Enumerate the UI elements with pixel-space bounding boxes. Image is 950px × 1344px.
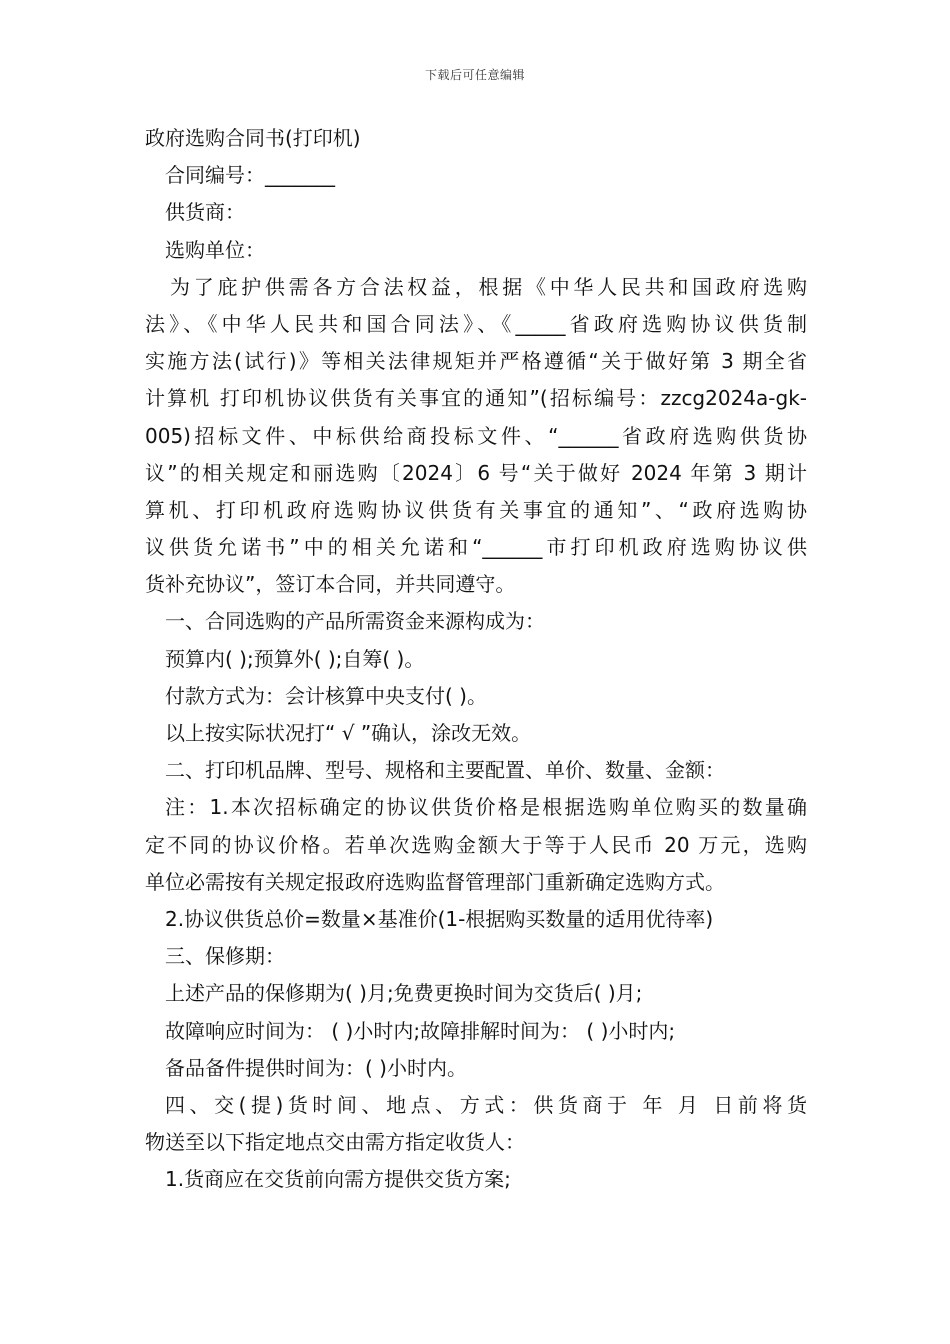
section4-line: 四、交(提)货时间、地点、方式：供货商于 年 月 日前将货 xyxy=(165,1092,807,1117)
intro-paragraph-line: 算机、打印机政府选购协议供货有关事宜的通知”、“政府选购协 xyxy=(145,497,807,522)
intro-paragraph-line: 计算机 打印机协议供货有关事宜的通知”(招标编号：zzcg2024a-gk- xyxy=(145,386,807,411)
section2-note-line: 定不同的协议价格。若单次选购金额大于等于人民币 20 万元，选购 xyxy=(145,832,807,857)
section1-confirm: 以上按实际状况打“ √ ”确认，涂改无效。 xyxy=(165,721,532,745)
section3-spare: 备品备件提供时间为：( )小时内。 xyxy=(165,1055,467,1080)
section1-funds: 预算内( );预算外( );自筹( )。 xyxy=(165,646,425,671)
section3-response: 故障响应时间为： ( )小时内;故障排解时间为： ( )小时内; xyxy=(165,1018,676,1043)
section1-payment: 付款方式为：会计核算中央支付( )。 xyxy=(165,683,487,708)
intro-paragraph-line: 货补充协议”，签订本合同，并共同遵守。 xyxy=(145,572,516,597)
section2-item2: 2.协议供货总价=数量×基准价(1-根据购买数量的适用优待率) xyxy=(165,906,714,931)
intro-paragraph-line: 议供货允诺书”中的相关允诺和“______市打印机政府选购协议供 xyxy=(145,535,807,560)
page-header: 下载后可任意编辑 xyxy=(424,68,525,82)
section2-note-line: 注：1.本次招标确定的协议供货价格是根据选购单位购买的数量确 xyxy=(165,795,807,820)
section3-warranty: 上述产品的保修期为( )月;免费更换时间为交货后( )月; xyxy=(165,981,643,1006)
document-title: 政府选购合同书(打印机) xyxy=(145,126,361,150)
intro-paragraph-line: 法》、《中华人民共和国合同法》、《_____省政府选购协议供货制 xyxy=(145,311,807,336)
intro-paragraph-line: 005)招标文件、中标供给商投标文件、“______省政府选购供货协 xyxy=(145,423,807,448)
section4-item1: 1.货商应在交货前向需方提供交货方案; xyxy=(165,1167,511,1192)
intro-paragraph-line: 实施方法(试行)》等相关法律规矩并严格遵循“关于做好第 3 期全省 xyxy=(145,349,807,374)
section1-title: 一、合同选购的产品所需资金来源构成为： xyxy=(165,609,545,634)
section3-title: 三、保修期： xyxy=(165,944,285,969)
section4-line: 物送至以下指定地点交由需方指定收货人： xyxy=(145,1130,525,1155)
intro-paragraph-line: 为了庇护供需各方合法权益，根据《中华人民共和国政府选购 xyxy=(170,274,807,299)
section2-note-line: 单位必需按有关规定报政府选购监督管理部门重新确定选购方式。 xyxy=(145,869,725,894)
supplier-label: 供货商： xyxy=(165,200,245,225)
section2-title: 二、打印机品牌、型号、规格和主要配置、单价、数量、金额： xyxy=(165,758,725,783)
contract-number: 合同编号：_______ xyxy=(165,163,335,188)
buyer-label: 选购单位： xyxy=(165,237,265,262)
document-body xyxy=(145,120,807,1198)
intro-paragraph-line: 议”的相关规定和丽选购〔2024〕6 号“关于做好 2024 年第 3 期计 xyxy=(145,460,807,485)
